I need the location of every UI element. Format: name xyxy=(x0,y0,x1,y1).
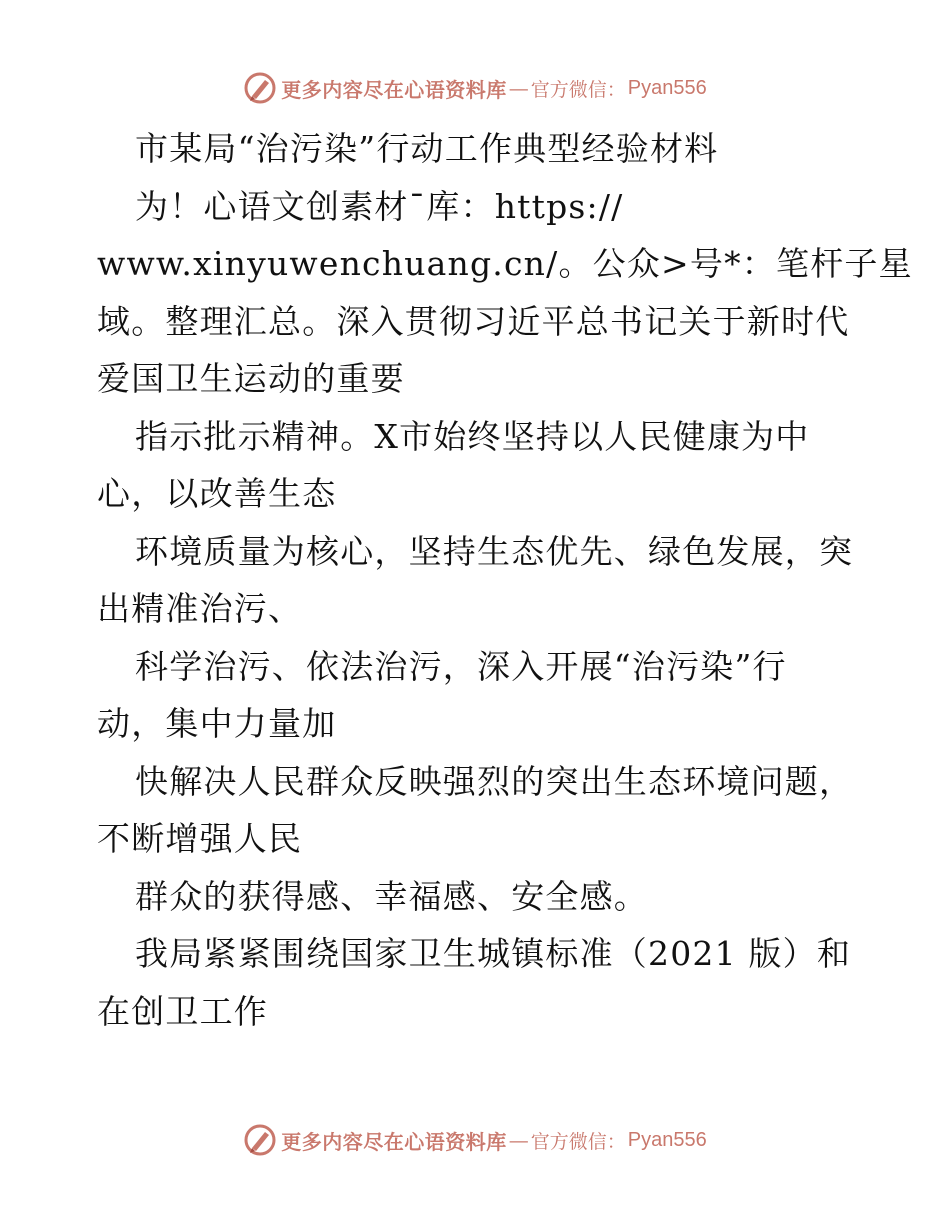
banner-separator: — xyxy=(508,1128,529,1152)
header-watermark-banner xyxy=(0,66,950,110)
banner-wechat-id: Pyan556 xyxy=(627,76,707,99)
banner-wechat-label: 官方微信： xyxy=(530,78,626,101)
pen-logo-icon xyxy=(243,1123,277,1157)
document-body xyxy=(97,120,913,1040)
document-line: 爱国卫生运动的重要 xyxy=(97,359,405,398)
footer-watermark-banner xyxy=(0,1118,950,1162)
document-line: 指示批示精神。X市始终坚持以人民健康为中 xyxy=(135,416,810,456)
document-line: 为！心语文创素材¯库：https:// xyxy=(135,186,624,226)
document-line: 科学治污、依法治污，深入开展“治污染”行 xyxy=(135,646,787,686)
banner-wechat-label: 官方微信： xyxy=(530,1130,626,1153)
banner-wechat-id: Pyan556 xyxy=(627,1128,707,1151)
document-line: www.xinyuwenchuang.cn/。公众>号*：笔杆子星 xyxy=(97,244,913,283)
document-line: 我局紧紧围绕国家卫生城镇标准（2021 版）和 xyxy=(135,934,852,973)
document-line: 环境质量为核心，坚持生态优先、绿色发展，突 xyxy=(135,531,854,571)
document-line: 在创卫工作 xyxy=(97,991,268,1031)
document-line: 出精准治污、 xyxy=(97,589,303,628)
banner-separator: — xyxy=(508,76,529,100)
document-line: 群众的获得感、幸福感、安全感。 xyxy=(135,876,648,916)
document-line: 心，以改善生态 xyxy=(97,474,337,513)
document-line: 动，集中力量加 xyxy=(97,704,337,743)
document-line: 市某局“治污染”行动工作典型经验材料 xyxy=(135,129,719,168)
document-line: 不断增强人民 xyxy=(97,819,303,858)
document-line: 域。整理汇总。深入贯彻习近平总书记关于新时代 xyxy=(97,301,850,341)
pen-logo-icon xyxy=(243,71,277,105)
banner-text: 更多内容尽在心语资料库 xyxy=(281,77,507,102)
document-line: 快解决人民群众反映强烈的突出生态环境问题， xyxy=(135,761,854,801)
banner-text: 更多内容尽在心语资料库 xyxy=(281,1129,507,1154)
